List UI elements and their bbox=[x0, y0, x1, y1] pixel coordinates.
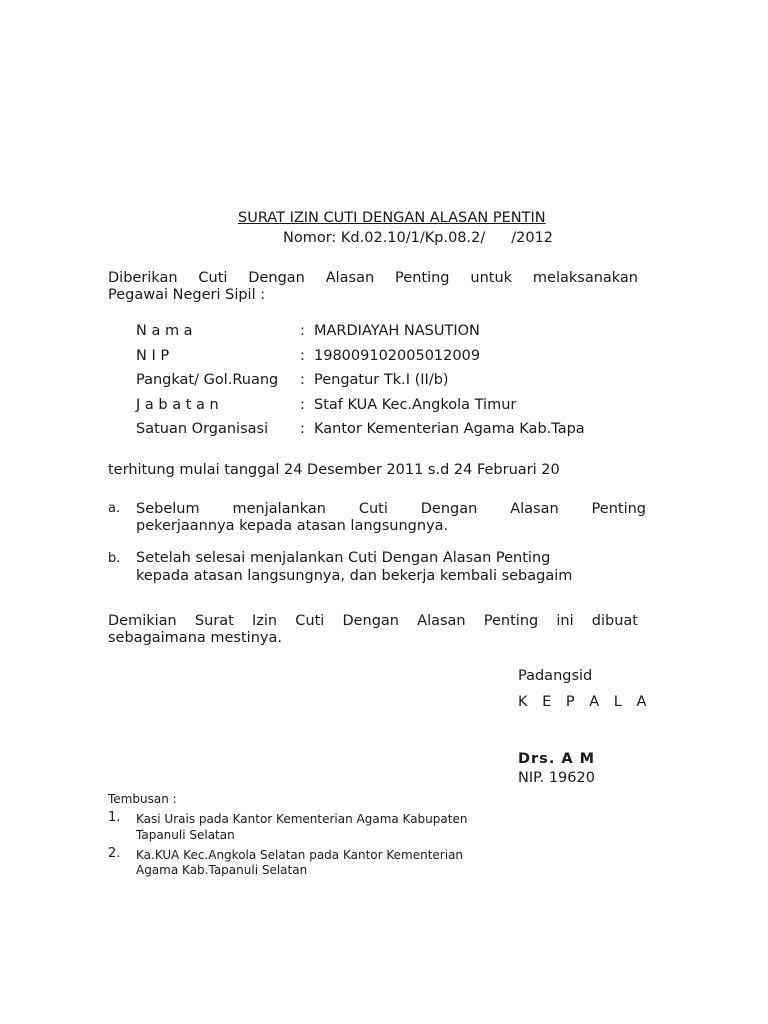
letter-number-text: Nomor: Kd.02.10/1/Kp.08.2/ bbox=[283, 230, 486, 246]
signature-nip: NIP. 19620 bbox=[518, 770, 595, 786]
intro-line-2: Pegawai Negeri Sipil : bbox=[108, 287, 266, 303]
letter-number-year: /2012 bbox=[511, 230, 554, 246]
field-row-satuan bbox=[136, 421, 585, 437]
field-value: Staf KUA Kec.Angkola Timur bbox=[314, 397, 517, 413]
field-colon: : bbox=[300, 397, 305, 413]
field-colon: : bbox=[300, 421, 305, 437]
field-value: MARDIAYAH NASUTION bbox=[314, 323, 480, 339]
field-colon: : bbox=[300, 348, 305, 364]
signature-position: K E P A L A bbox=[518, 694, 652, 710]
condition-b-line-1: Setelah selesai menjalankan Cuti Dengan Alasan Penting bbox=[136, 550, 551, 566]
field-value: 198009102005012009 bbox=[314, 348, 481, 364]
cc-item-2-line-1: Ka.KUA Kec.Angkola Selatan pada Kantor Kementerian bbox=[136, 848, 464, 862]
condition-marker-a: a. bbox=[108, 501, 121, 516]
condition-b-line-2: kepada atasan langsungnya, dan bekerja kembali sebagaim bbox=[136, 568, 573, 584]
field-row-pangkat bbox=[136, 372, 449, 388]
field-row-jabatan bbox=[136, 397, 516, 413]
field-value: Kantor Kementerian Agama Kab.Tapa bbox=[314, 421, 585, 437]
condition-a-line-2: pekerjaannya kepada atasan langsungnya. bbox=[136, 518, 449, 534]
cc-heading: Tembusan : bbox=[108, 792, 177, 806]
field-label: N I P bbox=[136, 348, 170, 364]
field-label: J a b a t a n bbox=[136, 397, 219, 413]
cc-item-1-line-2: Tapanuli Selatan bbox=[136, 828, 235, 842]
cc-item-1-line-1: Kasi Urais pada Kantor Kementerian Agama Kabupaten bbox=[136, 812, 468, 826]
cc-marker-2: 2. bbox=[108, 846, 121, 861]
closing-line-1: Demikian Surat Izin Cuti Dengan Alasan Penting ini dibuat bbox=[108, 613, 638, 629]
field-row-nip bbox=[136, 348, 480, 364]
signature-place: Padangsid bbox=[518, 668, 593, 684]
field-row-nama bbox=[136, 323, 480, 339]
field-label: N a m a bbox=[136, 323, 193, 339]
field-label: Pangkat/ Gol.Ruang bbox=[136, 372, 279, 388]
field-label: Satuan Organisasi bbox=[136, 421, 269, 437]
field-value: Pengatur Tk.I (II/b) bbox=[314, 372, 449, 388]
condition-marker-b: b. bbox=[108, 551, 121, 566]
cc-marker-1: 1. bbox=[108, 810, 121, 825]
field-colon: : bbox=[300, 323, 305, 339]
field-colon: : bbox=[300, 372, 305, 388]
letter-number bbox=[283, 230, 553, 246]
cc-item-2-line-2: Agama Kab.Tapanuli Selatan bbox=[136, 863, 308, 877]
signature-name: Drs. A M bbox=[518, 751, 596, 767]
intro-line-1: Diberikan Cuti Dengan Alasan Penting untuk melaksanakan bbox=[108, 270, 638, 286]
condition-a-line-1: Sebelum menjalankan Cuti Dengan Alasan Penting bbox=[136, 501, 646, 517]
letter-title: SURAT IZIN CUTI DENGAN ALASAN PENTIN bbox=[238, 210, 546, 226]
leave-period: terhitung mulai tanggal 24 Desember 2011 s.d 24 Februari 20 bbox=[108, 462, 560, 478]
closing-line-2: sebagaimana mestinya. bbox=[108, 630, 282, 646]
